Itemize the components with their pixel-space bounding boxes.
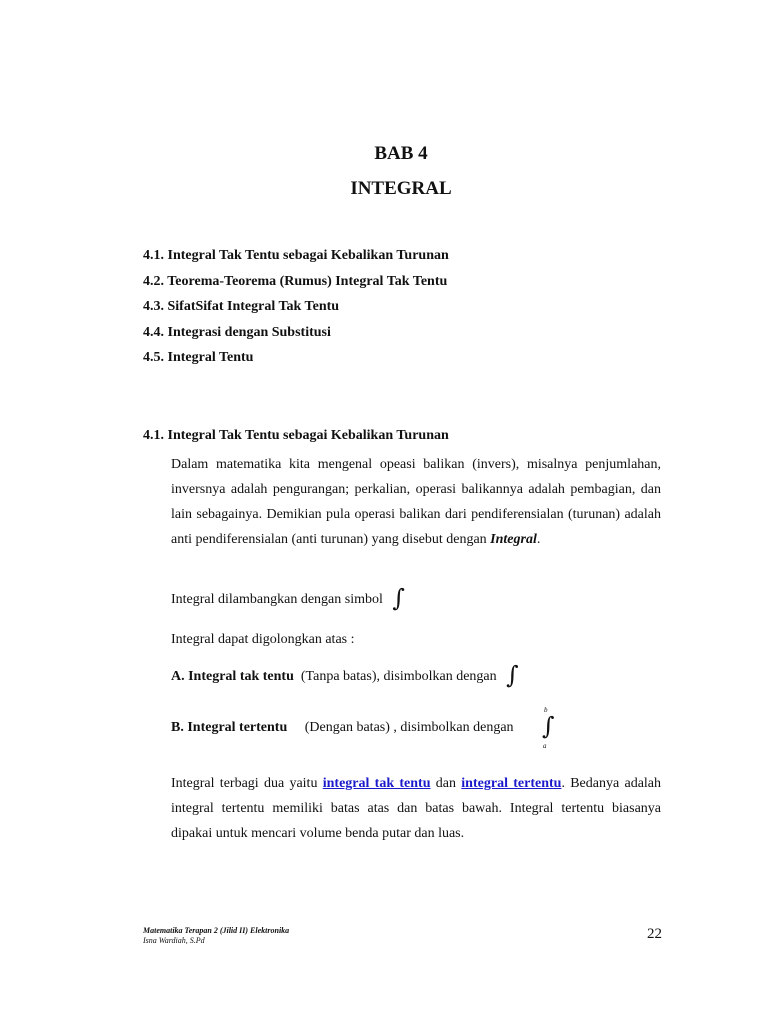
toc-item: 4.5. Integral Tentu — [143, 350, 254, 365]
toc-item: 4.1. Integral Tak Tentu sebagai Kebalikan Turunan — [143, 248, 449, 263]
integral-symbol-icon: ∫ — [542, 712, 555, 740]
summary-text-after: . Bedanya adalah integral tertentu memiliki batas atas dan batas bawah. Integral tertentu biasanya dipakai untuk mencari volume benda putar dan luas. — [171, 776, 662, 841]
lower-limit: a — [543, 742, 547, 750]
section-heading: 4.1. Integral Tak Tentu sebagai Kebalikan Turunan — [143, 428, 449, 443]
footer-author: Isna Wardiah, S.Pd — [143, 936, 205, 945]
toc-item: 4.3. SifatSifat Integral Tak Tentu — [143, 299, 340, 314]
chapter-number: BAB 4 — [374, 143, 428, 164]
table-of-contents — [143, 246, 449, 374]
chapter-title: INTEGRAL — [350, 178, 452, 199]
item-definite-integral — [171, 720, 514, 736]
intro-paragraph-text: Dalam matematika kita mengenal opeasi balikan (invers), misalnya penjumlahan, inversnya adalah pengurangan; perkalian, operasi balikannya adalah pembagian, dan lain sebagainya. Demikian pula operasi balikan dari pendiferensialan (turunan) adalah anti pendiferensialan (anti turunan) yang disebut dengan — [171, 457, 661, 547]
intro-paragraph — [171, 452, 661, 552]
link-integral-tak-tentu[interactable]: integral tak tentu — [322, 776, 431, 791]
integral-symbol-icon: ∫ — [392, 584, 405, 612]
toc-item: 4.2. Teorema-Teorema (Rumus) Integral Tak Tentu — [143, 273, 448, 289]
symbol-line-text: Integral dilambangkan dengan simbol — [171, 592, 383, 607]
integral-symbol-icon: ∫ — [506, 661, 519, 689]
item-a-label: A. Integral tak tentu — [171, 669, 294, 684]
footer — [143, 926, 289, 946]
integral-term: Integral — [490, 532, 537, 547]
footer-book-title: Matematika Terapan 2 (Jilid II) Elektronika — [143, 926, 290, 935]
intro-paragraph-end: . — [536, 532, 541, 547]
symbol-line — [171, 584, 405, 612]
toc-item: 4.4. Integrasi dengan Substitusi — [143, 324, 331, 340]
classify-line: Integral dapat digolongkan atas : — [171, 632, 355, 647]
item-indefinite-integral — [171, 661, 519, 689]
page-number: 22 — [647, 926, 662, 942]
item-a-description: (Tanpa batas), disimbolkan dengan — [300, 669, 497, 684]
item-b-label: B. Integral tertentu — [171, 720, 288, 735]
summary-paragraph — [171, 771, 661, 846]
upper-limit: b — [544, 706, 548, 714]
item-b-description: (Dengan batas) , disimbolkan dengan — [304, 720, 514, 735]
summary-text-before: Integral terbagi dua yaitu — [171, 776, 323, 791]
summary-text-middle: dan — [430, 776, 462, 791]
link-integral-tertentu[interactable]: integral tertentu — [461, 776, 562, 791]
definite-integral-symbol — [540, 706, 560, 750]
